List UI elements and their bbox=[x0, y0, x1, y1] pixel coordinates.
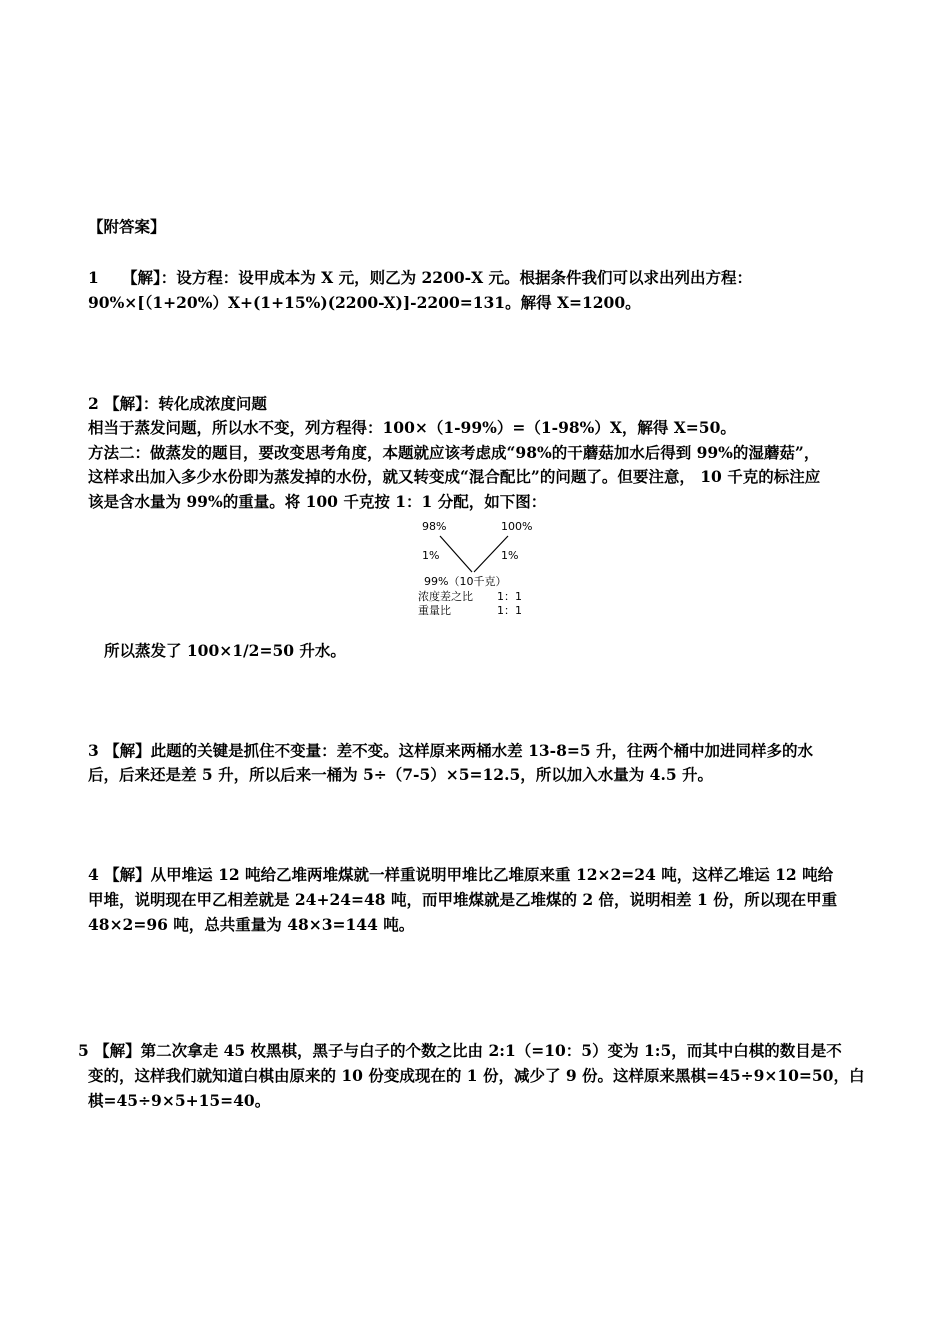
diagram-ratio2-label: 重量比 bbox=[418, 604, 451, 617]
diagram-bottom: 99%（10千克） bbox=[424, 575, 507, 588]
mixing-ratio-diagram bbox=[412, 516, 542, 620]
answer-2-line-2: 相当于蒸发问题，所以水不变，列方程得：100×（1-99%）=（1-98%）X，解得 X=50。 bbox=[88, 418, 736, 437]
diagram-top-left: 98% bbox=[422, 520, 447, 533]
diagram-ratio2-value: 1：1 bbox=[497, 604, 522, 617]
answer-5-line-3: 棋=45÷9×5+15=40。 bbox=[88, 1091, 271, 1110]
answer-2-conclusion: 所以蒸发了 100×1/2=50 升水。 bbox=[104, 641, 346, 660]
diagram-ratio1-label: 浓度差之比 bbox=[418, 590, 473, 603]
answer-3-line-1: 3 【解】此题的关键是抓住不变量：差不变。这样原来两桶水差 13-8=5 升，往两个桶中加进同样多的水 bbox=[88, 741, 814, 760]
left-diagonal bbox=[440, 536, 472, 572]
answer-2-line-4: 这样求出加入多少水份即为蒸发掉的水份，就又转变成“混合配比”的问题了。但要注意， 10 千克的标注应 bbox=[88, 467, 821, 486]
answers-heading: 【附答案】 bbox=[88, 217, 166, 236]
answer-1-line-1: 1 【解】：设方程：设甲成本为 X 元，则乙为 2200-X 元。根据条件我们可以求出列出方程： bbox=[88, 268, 752, 287]
diagram-ratio1-value: 1：1 bbox=[497, 590, 522, 603]
answer-2-line-3: 方法二：做蒸发的题目，要改变思考角度，本题就应该考虑成“98%的干蘑菇加水后得到 99%的湿蘑菇”， bbox=[88, 443, 820, 462]
answer-4-line-3: 48×2=96 吨，总共重量为 48×3=144 吨。 bbox=[88, 915, 415, 934]
answer-1-line-2: 90%×[（1+20%）X+(1+15%)(2200-X)]-2200=131。解得 X=1200。 bbox=[88, 293, 641, 312]
diagram-top-right: 100% bbox=[501, 520, 533, 533]
answer-2-line-5: 该是含水量为 99%的重量。将 100 千克按 1：1 分配，如下图： bbox=[88, 492, 547, 511]
answer-4-line-2: 甲堆，说明现在甲乙相差就是 24+24=48 吨，而甲堆煤就是乙堆煤的 2 倍，说明相差 1 份，所以现在甲重 bbox=[88, 890, 838, 909]
answer-3-line-2: 后，后来还是差 5 升，所以后来一桶为 5÷（7-5）×5=12.5，所以加入水量为 4.5 升。 bbox=[88, 765, 714, 784]
answer-2-line-1: 2 【解】：转化成浓度问题 bbox=[88, 394, 267, 413]
answer-4-line-1: 4 【解】从甲堆运 12 吨给乙堆两堆煤就一样重说明甲堆比乙堆原来重 12×2=24 吨，这样乙堆运 12 吨给 bbox=[88, 865, 834, 884]
diagram-diff-left: 1% bbox=[422, 549, 440, 562]
answer-5-line-1: 5 【解】第二次拿走 45 枚黑棋，黑子与白子的个数之比由 2:1（=10：5）变为 1:5，而其中白棋的数目是不 bbox=[78, 1041, 842, 1060]
diagram-diff-right: 1% bbox=[501, 549, 519, 562]
answer-5-line-2: 变的，这样我们就知道白棋由原来的 10 份变成现在的 1 份，减少了 9 份。这样原来黑棋=45÷9×10=50，白 bbox=[88, 1066, 865, 1085]
